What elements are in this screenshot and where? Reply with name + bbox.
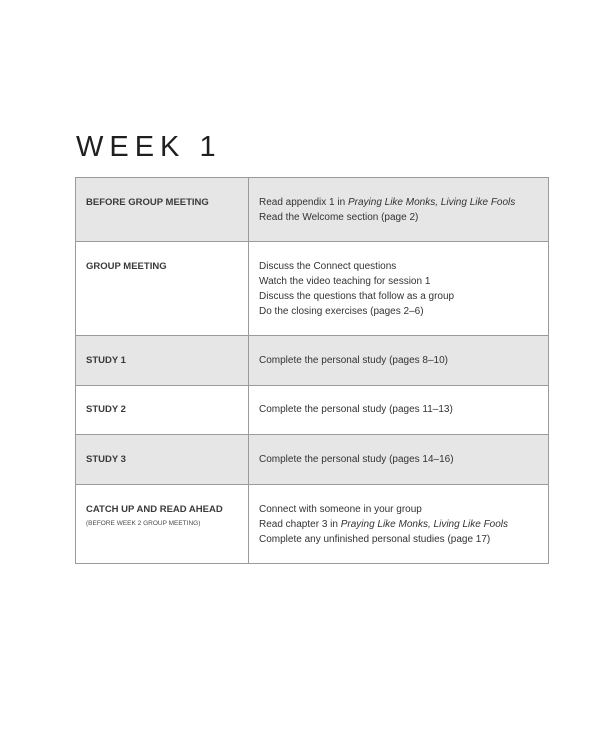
task-item: Read the Welcome section (page 2)	[259, 212, 419, 223]
task-item: Connect with someone in your group	[259, 504, 422, 515]
row-label-cell	[76, 386, 249, 435]
row-tasks-cell	[249, 485, 549, 564]
task-list	[249, 259, 548, 319]
row-label: STUDY 2	[86, 404, 126, 415]
row-label: BEFORE GROUP MEETING	[86, 197, 209, 208]
task-list	[249, 195, 548, 225]
row-label: CATCH UP AND READ AHEAD	[86, 504, 223, 515]
task-item: Watch the video teaching for session 1	[259, 276, 431, 287]
task-list	[249, 452, 548, 467]
row-label-cell	[76, 435, 249, 485]
task-list	[249, 402, 548, 417]
row-tasks-cell	[249, 386, 549, 435]
task-item: Complete the personal study (pages 11–13)	[259, 404, 453, 415]
row-sublabel: (BEFORE WEEK 2 GROUP MEETING)	[86, 520, 201, 527]
row-tasks-cell	[249, 336, 549, 386]
schedule-row-before-group-meeting	[76, 178, 549, 242]
task-item: Complete any unfinished personal studies (page 17)	[259, 534, 491, 545]
schedule-row-group-meeting	[76, 242, 549, 336]
row-tasks-cell	[249, 435, 549, 485]
schedule-table	[75, 177, 549, 564]
schedule-row-study-2	[76, 386, 549, 435]
task-item: Complete the personal study (pages 14–16)	[259, 454, 454, 465]
row-label-cell	[76, 178, 249, 242]
task-item: Read appendix 1 in Praying Like Monks, Living Like Fools	[259, 197, 516, 208]
row-label: STUDY 3	[86, 454, 126, 465]
row-tasks-cell	[249, 242, 549, 336]
row-tasks-cell	[249, 178, 549, 242]
row-label-cell	[76, 242, 249, 336]
row-label-cell	[76, 485, 249, 564]
schedule-row-study-1	[76, 336, 549, 386]
task-item: Complete the personal study (pages 8–10)	[259, 355, 449, 366]
task-list	[249, 353, 548, 368]
schedule-row-catch-up-and-read-ahead	[76, 485, 549, 564]
task-item: Read chapter 3 in Praying Like Monks, Living Like Fools	[259, 519, 509, 530]
page-title: WEEK 1	[76, 131, 222, 163]
row-label: STUDY 1	[86, 355, 126, 366]
task-item: Do the closing exercises (pages 2–6)	[259, 306, 424, 317]
task-item: Discuss the Connect questions	[259, 261, 397, 272]
schedule-row-study-3	[76, 435, 549, 485]
row-label: GROUP MEETING	[86, 261, 167, 272]
task-list	[249, 502, 548, 547]
row-label-cell	[76, 336, 249, 386]
task-item: Discuss the questions that follow as a group	[259, 291, 455, 302]
